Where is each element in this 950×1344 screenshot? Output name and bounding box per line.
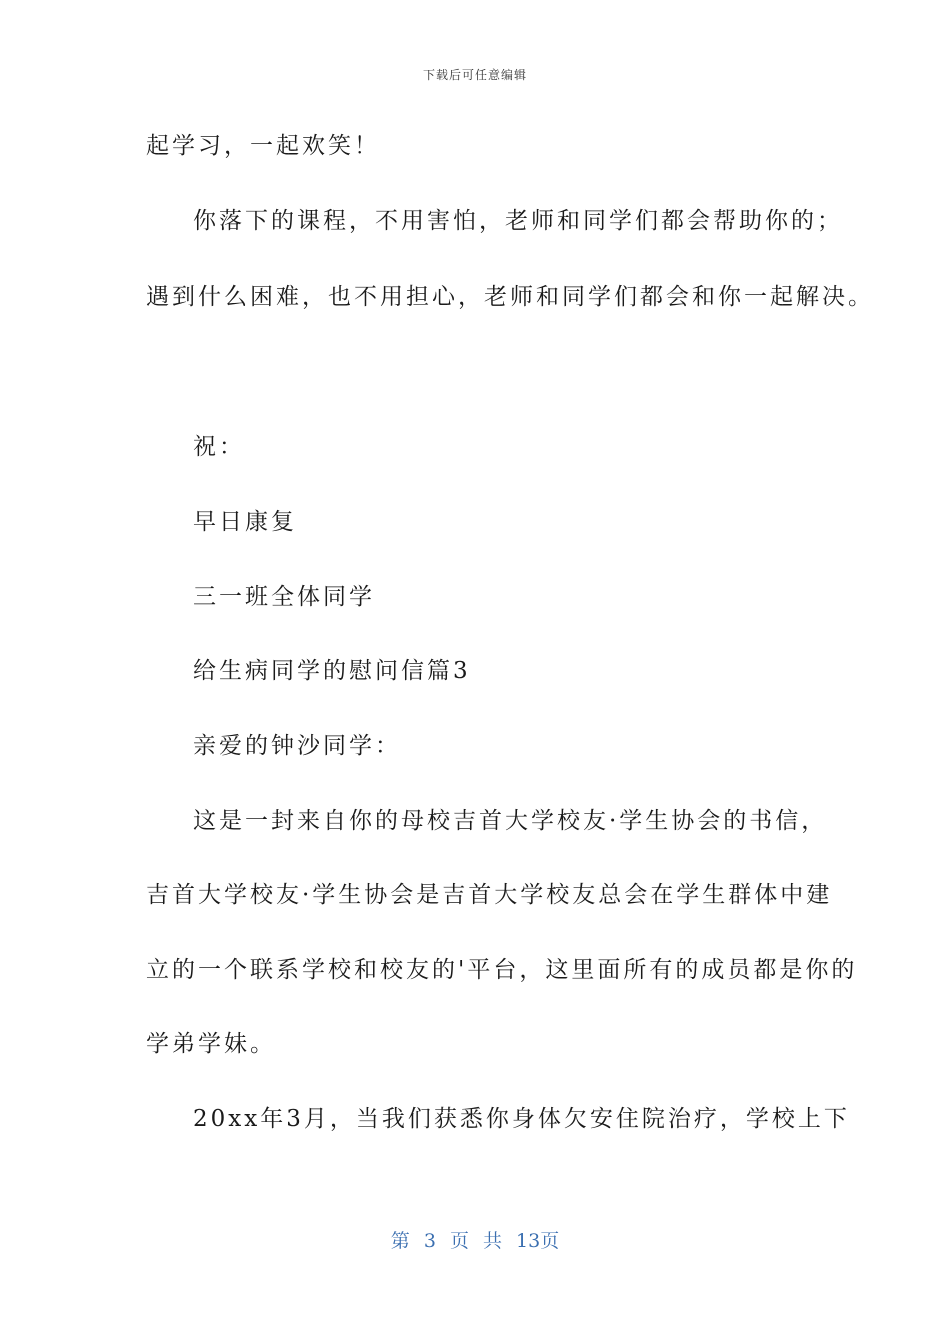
body-line-8: 20xx年3月，当我们获悉你身体欠安住院治疗，学校上下 <box>193 1106 850 1132</box>
page-footer: 第 3 页 共 13页 <box>390 1230 560 1252</box>
wish-line: 早日康复 <box>193 509 297 535</box>
body-line-2: 你落下的课程，不用害怕，老师和同学们都会帮助你的； <box>193 208 843 234</box>
body-line-4: 这是一封来自你的母校吉首大学校友·学生协会的书信， <box>193 808 828 834</box>
salutation-line: 祝： <box>193 434 245 460</box>
greeting-line: 亲爱的钟沙同学： <box>193 733 401 759</box>
body-line-7: 学弟学妹。 <box>146 1031 276 1057</box>
body-line-6: 立的一个联系学校和校友的'平台，这里面所有的成员都是你的 <box>146 957 858 983</box>
signature-line: 三一班全体同学 <box>193 584 375 610</box>
body-line-1: 起学习，一起欢笑！ <box>146 133 380 159</box>
page-header: 下载后可任意编辑 <box>422 68 527 82</box>
body-line-5: 吉首大学校友·学生协会是吉首大学校友总会在学生群体中建 <box>146 882 833 908</box>
body-line-3: 遇到什么困难，也不用担心，老师和同学们都会和你一起解决。 <box>146 284 874 310</box>
section-title: 给生病同学的慰问信篇3 <box>193 658 471 684</box>
